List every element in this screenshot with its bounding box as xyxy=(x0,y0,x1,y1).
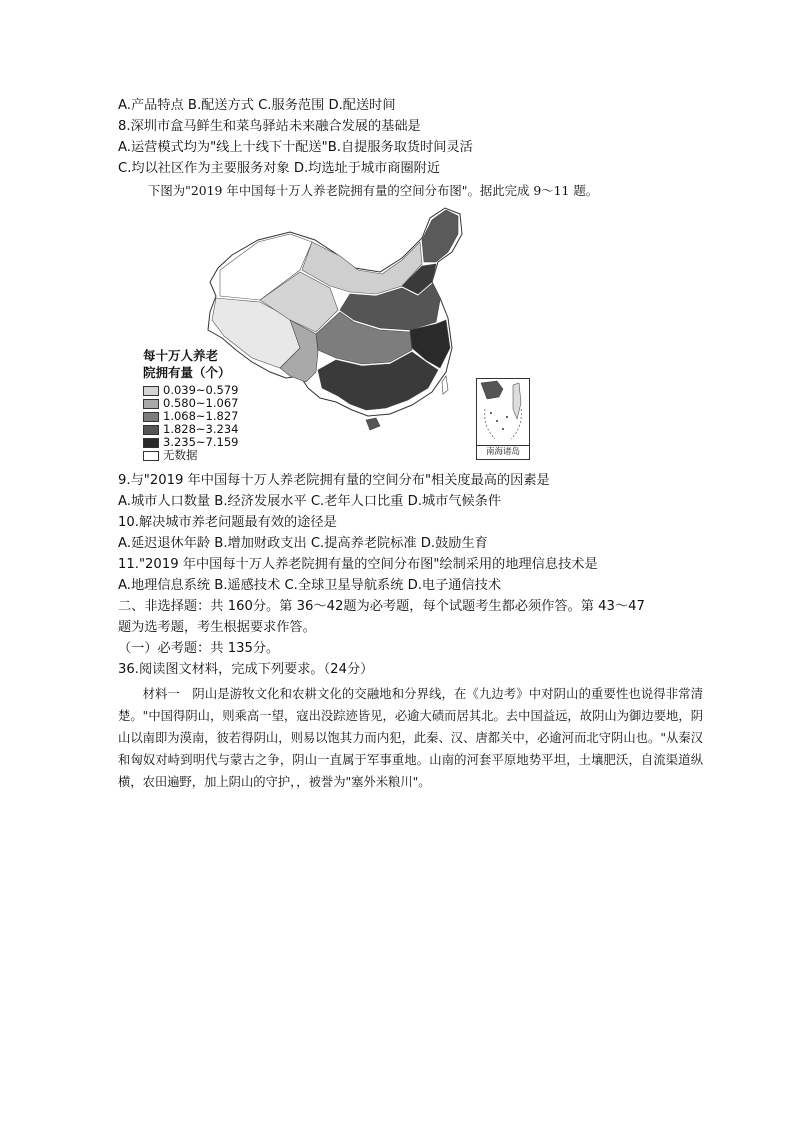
q36-stem: 36.阅读图文材料，完成下列要求。（24分） xyxy=(118,662,374,677)
q11-options: A.地理信息系统 B.遥感技术 C.全球卫星导航系统 D.电子通信技术 xyxy=(118,578,502,593)
q10-options: A.延迟退休年龄 B.增加财政支出 C.提高养老院标准 D.鼓励生育 xyxy=(118,536,488,551)
q9-stem: 9.与"2019 年中国每十万人养老院拥有量的空间分布"相关度最高的因素是 xyxy=(118,473,550,488)
q11-stem: 11."2019 年中国每十万人养老院拥有量的空间分布图"绘制采用的地理信息技术是 xyxy=(118,557,598,572)
q8-options-ab: A.运营模式均为"线上十线下十配送"B.自提服务取货时间灵活 xyxy=(118,140,473,155)
inset-label: 南海诸岛 xyxy=(477,445,529,459)
q7-options: A.产品特点 B.配送方式 C.服务范围 D.配送时间 xyxy=(118,98,396,113)
required-section-heading: （一）必考题：共 135分。 xyxy=(118,641,280,656)
inset-map xyxy=(477,379,529,445)
legend-label: 0.039~0.579 xyxy=(163,383,239,397)
map-legend xyxy=(143,347,238,462)
region-hainan xyxy=(366,418,380,430)
legend-label: 0.580~1.067 xyxy=(163,396,239,410)
legend-swatch xyxy=(143,425,159,435)
q8-options-cd: C.均以社区作为主要服务对象 D.均选址于城市商圈附近 xyxy=(118,161,441,176)
q8-stem: 8.深圳市盒马鲜生和菜鸟驿站未来融合发展的基础是 xyxy=(118,119,421,134)
legend-swatch xyxy=(143,399,159,409)
legend-swatch xyxy=(143,438,159,448)
q36-material xyxy=(118,683,703,793)
legend-label: 无数据 xyxy=(163,448,198,462)
legend-title-line1: 每十万人养老 xyxy=(143,348,219,363)
legend-item xyxy=(143,449,238,462)
region-taiwan xyxy=(442,376,448,394)
q9-options: A.城市人口数量 B.经济发展水平 C.老年人口比重 D.城市气候条件 xyxy=(118,494,502,509)
legend-swatch xyxy=(143,386,159,396)
section2-line1: 二、非选择题：共 160分。第 36～42题为必考题，每个试题考生都必须作答。第 43～47 xyxy=(118,599,645,614)
legend-label: 1.068~1.827 xyxy=(163,409,239,423)
q10-stem: 10.解决城市养老问题最有效的途径是 xyxy=(118,515,337,530)
legend-label: 1.828~3.234 xyxy=(163,422,239,436)
legend-swatch xyxy=(143,412,159,422)
legend-swatch xyxy=(143,451,159,461)
material-one-text: 材料一 阴山是游牧文化和农耕文化的交融地和分界线，在《九边考》中对阴山的重要性也说得非常清楚。"中国得阴山，则乘高一望，寇出没踪迹皆见，必逾大碛而居其北。去中国益远，故阴山为御边要地，阴山以南即为漠南，彼若得阴山，则易以饱其力而内犯，此秦、汉、唐都关中，必逾河而北守阴山也。"从秦汉和匈奴对峙到明代与蒙古之争，阴山一直属于军事重地。山南的河套平原地势平坦，土壤肥沃，自流渠道纵横，农田遍野，加上阴山的守护，，被誉为"塞外米粮川"。 xyxy=(118,687,703,789)
south-china-sea-inset xyxy=(476,378,530,460)
legend-label: 3.235~7.159 xyxy=(163,435,239,449)
map-intro: 下图为"2019 年中国每十万人养老院拥有量的空间分布图"。据此完成 9～11 题。 xyxy=(148,183,599,198)
legend-title-line2: 院拥有量（个） xyxy=(143,365,231,380)
section2-line2: 题为选考题，考生根据要求作答。 xyxy=(118,620,316,635)
region-northeast xyxy=(422,210,458,262)
